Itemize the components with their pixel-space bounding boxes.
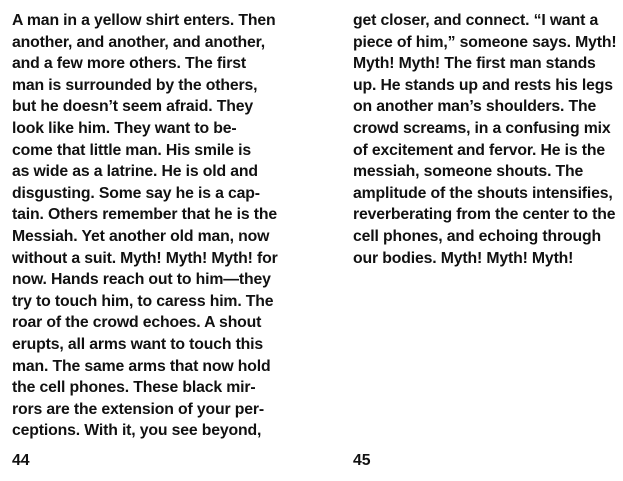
left-page [12,10,280,481]
text-line: the cell phones. These black mir- [12,379,256,397]
right-page [353,10,615,481]
text-line: tain. Others remember that he is the [12,206,277,224]
text-line: come that little man. His smile is [12,141,251,159]
page-number-right: 45 [353,452,371,469]
text-line: rors are the extension of your per- [12,400,264,418]
text-line: try to touch him, to caress him. The [12,292,274,310]
text-line: crowd screams, in a confusing mix [353,119,611,137]
text-line: amplitude of the shouts intensifies, [353,184,613,202]
text-line: A man in a yellow shirt enters. Then [12,12,276,29]
text-line: our bodies. Myth! Myth! Myth! [353,249,574,267]
text-line: on another man’s shoulders. The [353,98,597,116]
text-line: of excitement and fervor. He is the [353,141,605,159]
text-line: as wide as a latrine. He is old and [12,163,258,181]
text-line: and a few more others. The first [12,55,246,73]
text-line: but he doesn’t seem afraid. They [12,98,253,116]
page-number-left: 44 [12,452,30,469]
text-line: roar of the crowd echoes. A shout [12,314,262,332]
text-line: man is surrounded by the others, [12,76,258,94]
text-line: ceptions. With it, you see beyond, [12,422,262,440]
right-page-body [353,10,615,269]
text-line: get closer, and connect. “I want a [353,12,599,29]
text-line: Myth! Myth! The first man stands [353,55,596,73]
text-line: reverberating from the center to the [353,206,616,224]
text-line: disgusting. Some say he is a cap- [12,184,260,202]
text-line: another, and another, and another, [12,33,265,51]
text-line: messiah, someone shouts. The [353,163,584,181]
text-line: now. Hands reach out to him—they [12,271,271,289]
left-page-body [12,10,280,442]
text-line: man. The same arms that now hold [12,357,271,375]
text-line: look like him. They want to be- [12,119,237,137]
text-line: without a suit. Myth! Myth! Myth! for [12,249,278,267]
text-line: Messiah. Yet another old man, now [12,227,270,245]
text-line: up. He stands up and rests his legs [353,76,613,94]
text-line: erupts, all arms want to touch this [12,335,264,353]
text-line: piece of him,” someone says. Myth! [353,33,617,51]
text-line: cell phones, and echoing through [353,227,601,245]
